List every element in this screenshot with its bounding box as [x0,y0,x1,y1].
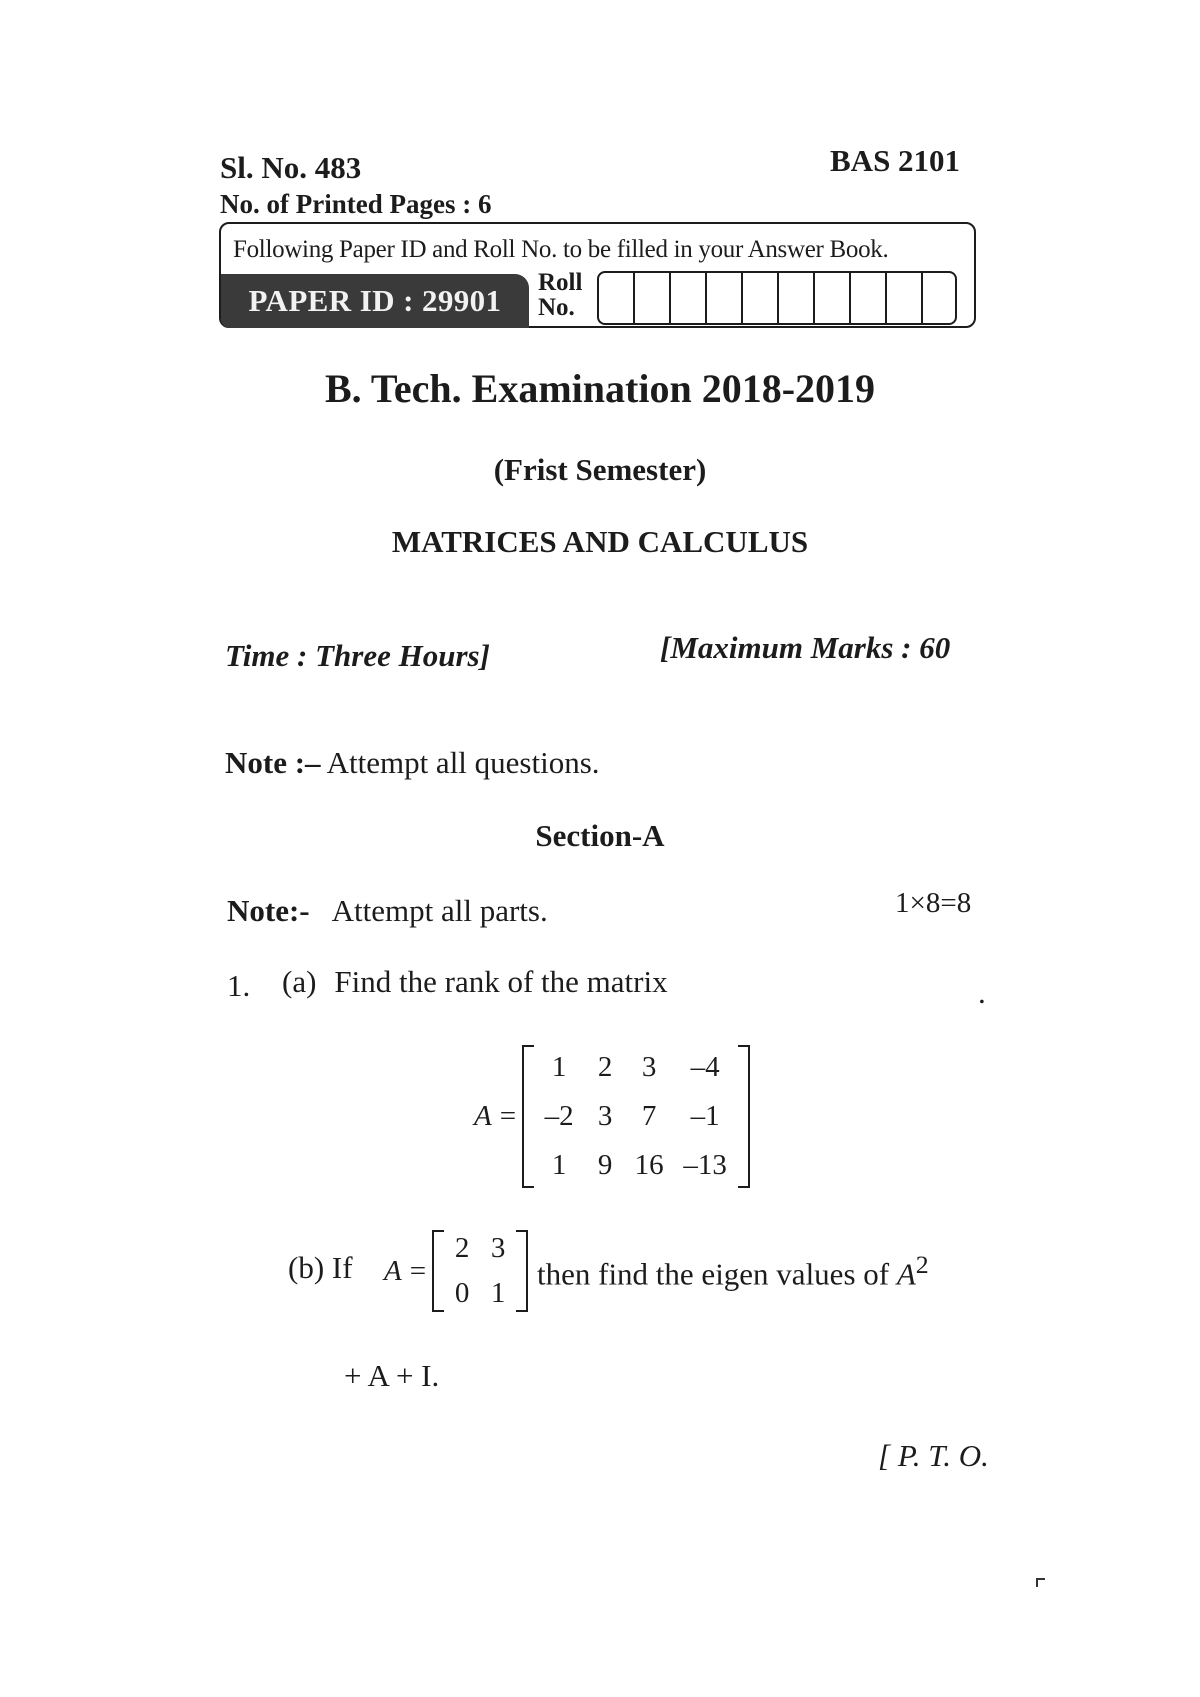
section-a-marks: 1×8=8 [895,887,972,919]
section-a-note [227,893,548,929]
left-bracket [432,1230,444,1312]
general-note-label: Note :– [225,745,321,780]
roll-label-line1: Roll [538,269,583,296]
matrix-cell: 1 [551,1051,567,1083]
exam-title: B. Tech. Examination 2018-2019 [324,366,876,411]
right-bracket [738,1045,750,1188]
question-number: 1. [227,968,251,1003]
matrix-cell: 2 [597,1051,613,1083]
matrix-cell: 9 [597,1149,613,1181]
matrix-cell: 0 [454,1277,470,1309]
paper-id-label: PAPER ID : 29901 [221,274,529,328]
semester: (Frist Semester) [493,452,707,487]
matrix-cell: –4 [690,1051,720,1083]
matrix-name: A [384,1254,402,1287]
roll-digit-box[interactable] [777,271,813,325]
printed-pages: No. of Printed Pages : 6 [220,189,492,219]
general-note [225,745,600,781]
matrix-a-grid [534,1045,738,1188]
roll-digit-box[interactable] [597,271,633,325]
roll-number-boxes [597,271,957,325]
left-bracket [522,1045,534,1188]
matrix-cell: –1 [690,1100,720,1132]
section-a-note-text: Attempt all parts. [331,893,548,928]
matrix-b-grid [444,1230,516,1312]
power-base: A [896,1256,916,1292]
matrix-cell: 3 [490,1232,506,1264]
please-turn-over: [ P. T. O. [878,1438,989,1473]
roll-no-label [538,270,582,320]
subject-title: MATRICES AND CALCULUS [391,524,809,559]
part-a-text: Find the rank of the matrix [334,964,668,999]
roll-digit-box[interactable] [741,271,777,325]
roll-digit-box[interactable] [885,271,921,325]
matrix-cell: 16 [634,1149,664,1181]
matrix-b-2x2 [384,1230,528,1312]
roll-label-line2: No. [538,294,575,321]
roll-digit-box[interactable] [849,271,885,325]
matrix-cell: 1 [490,1277,506,1309]
part-a-label: (a) [282,964,317,999]
general-note-text: Attempt all questions. [320,745,600,780]
matrix-cell: –13 [683,1149,727,1181]
power-exponent: 2 [915,1250,929,1279]
section-a-title: Section-A [535,818,665,853]
course-code: BAS 2101 [830,143,961,178]
equals-sign: = [499,1100,517,1132]
roll-digit-box[interactable] [813,271,849,325]
matrix-a-3x4 [474,1045,750,1188]
serial-number: Sl. No. 483 [220,150,362,185]
part-b-continuation: + A + I. [344,1358,440,1393]
stray-dot: . [978,975,986,1010]
matrix-cell: 7 [641,1100,657,1132]
matrix-cell: –2 [544,1100,574,1132]
question-1a [282,964,668,1000]
equals-sign: = [409,1254,427,1287]
part-b-if: If [331,1250,353,1285]
id-instruction: Following Paper ID and Roll No. to be filled in your Answer Book. [233,236,889,263]
part-b-text: then find the eigen values of [537,1256,890,1292]
matrix-name: A [474,1100,492,1132]
section-a-note-label: Note:- [227,893,310,928]
maximum-marks: [Maximum Marks : 60 [660,630,951,665]
exam-duration: Time : Three Hours] [225,638,490,673]
matrix-cell: 2 [454,1232,470,1264]
part-b-question-text [537,1250,929,1292]
matrix-cell: 3 [641,1051,657,1083]
roll-digit-box[interactable] [633,271,669,325]
scan-corner-mark [1036,1578,1045,1587]
roll-digit-box[interactable] [669,271,705,325]
matrix-cell: 1 [551,1149,567,1181]
question-1b [288,1250,353,1286]
roll-digit-box[interactable] [921,271,957,325]
part-b-label: (b) [288,1250,325,1285]
right-bracket [516,1230,528,1312]
matrix-cell: 3 [597,1100,613,1132]
roll-digit-box[interactable] [705,271,741,325]
